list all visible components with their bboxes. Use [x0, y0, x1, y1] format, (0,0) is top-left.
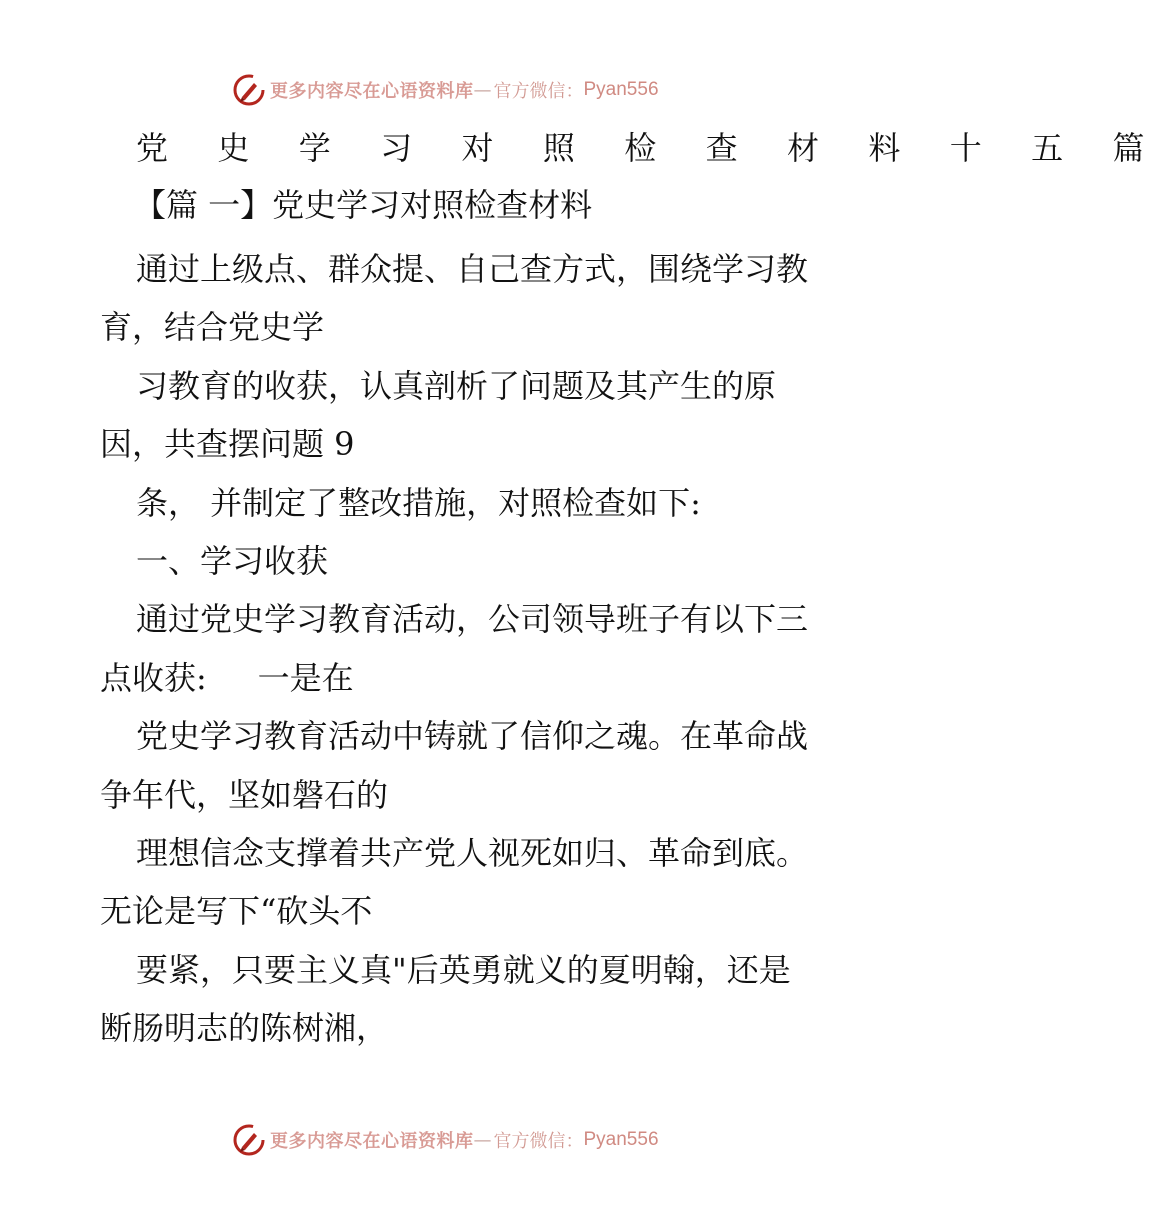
brush-pen-logo-icon: [232, 73, 266, 107]
footer-watermark: [232, 1122, 712, 1158]
watermark-text: 更多内容尽在心语资料库: [270, 81, 474, 102]
section-heading: 【篇 一】党史学习对照检查材料: [134, 186, 593, 224]
body-line: 一、学习收获: [136, 542, 329, 581]
body-line: 争年代，坚如磐石的: [100, 775, 389, 814]
header-watermark: [232, 72, 712, 108]
body-line: 党史学习教育活动中铸就了信仰之魂。在革命战: [136, 717, 809, 756]
body-line: 无论是写下“砍头不: [100, 892, 373, 931]
watermark-wechat-label: 官方微信：: [493, 81, 584, 102]
body-line: 习教育的收获，认真剖析了问题及其产生的原: [136, 366, 777, 405]
body-line: 因，共查摆问题 9: [100, 425, 355, 464]
watermark-text: 更多内容尽在心语资料库: [270, 1131, 474, 1152]
brush-pen-logo-icon: [232, 1123, 266, 1157]
body-line: 育，结合党史学: [100, 308, 325, 347]
watermark-separator: —: [473, 79, 492, 101]
body-line: 断肠明志的陈树湘，: [100, 1009, 389, 1048]
document-body: [100, 240, 860, 1058]
body-line: 条， 并制定了整改措施，对照检查如下:: [136, 483, 701, 522]
body-line: 通过上级点、群众提、自己查方式，围绕学习教: [136, 250, 809, 288]
body-line: 要紧，只要主义真"后英勇就义的夏明翰，还是: [136, 950, 791, 989]
watermark-wechat-id: Pyan556: [583, 1129, 659, 1150]
body-line: 点收获: 一是在: [100, 658, 354, 697]
body-line: 通过党史学习教育活动，公司领导班子有以下三: [136, 600, 809, 639]
body-line: 理想信念支撑着共产党人视死如归、革命到底。: [136, 834, 809, 873]
watermark-wechat-id: Pyan556: [583, 79, 659, 100]
watermark-wechat-label: 官方微信：: [493, 1131, 584, 1152]
document-title: 党 史 学 习 对 照 检 查 材 料 十 五 篇: [136, 129, 1164, 167]
watermark-separator: —: [473, 1129, 492, 1151]
